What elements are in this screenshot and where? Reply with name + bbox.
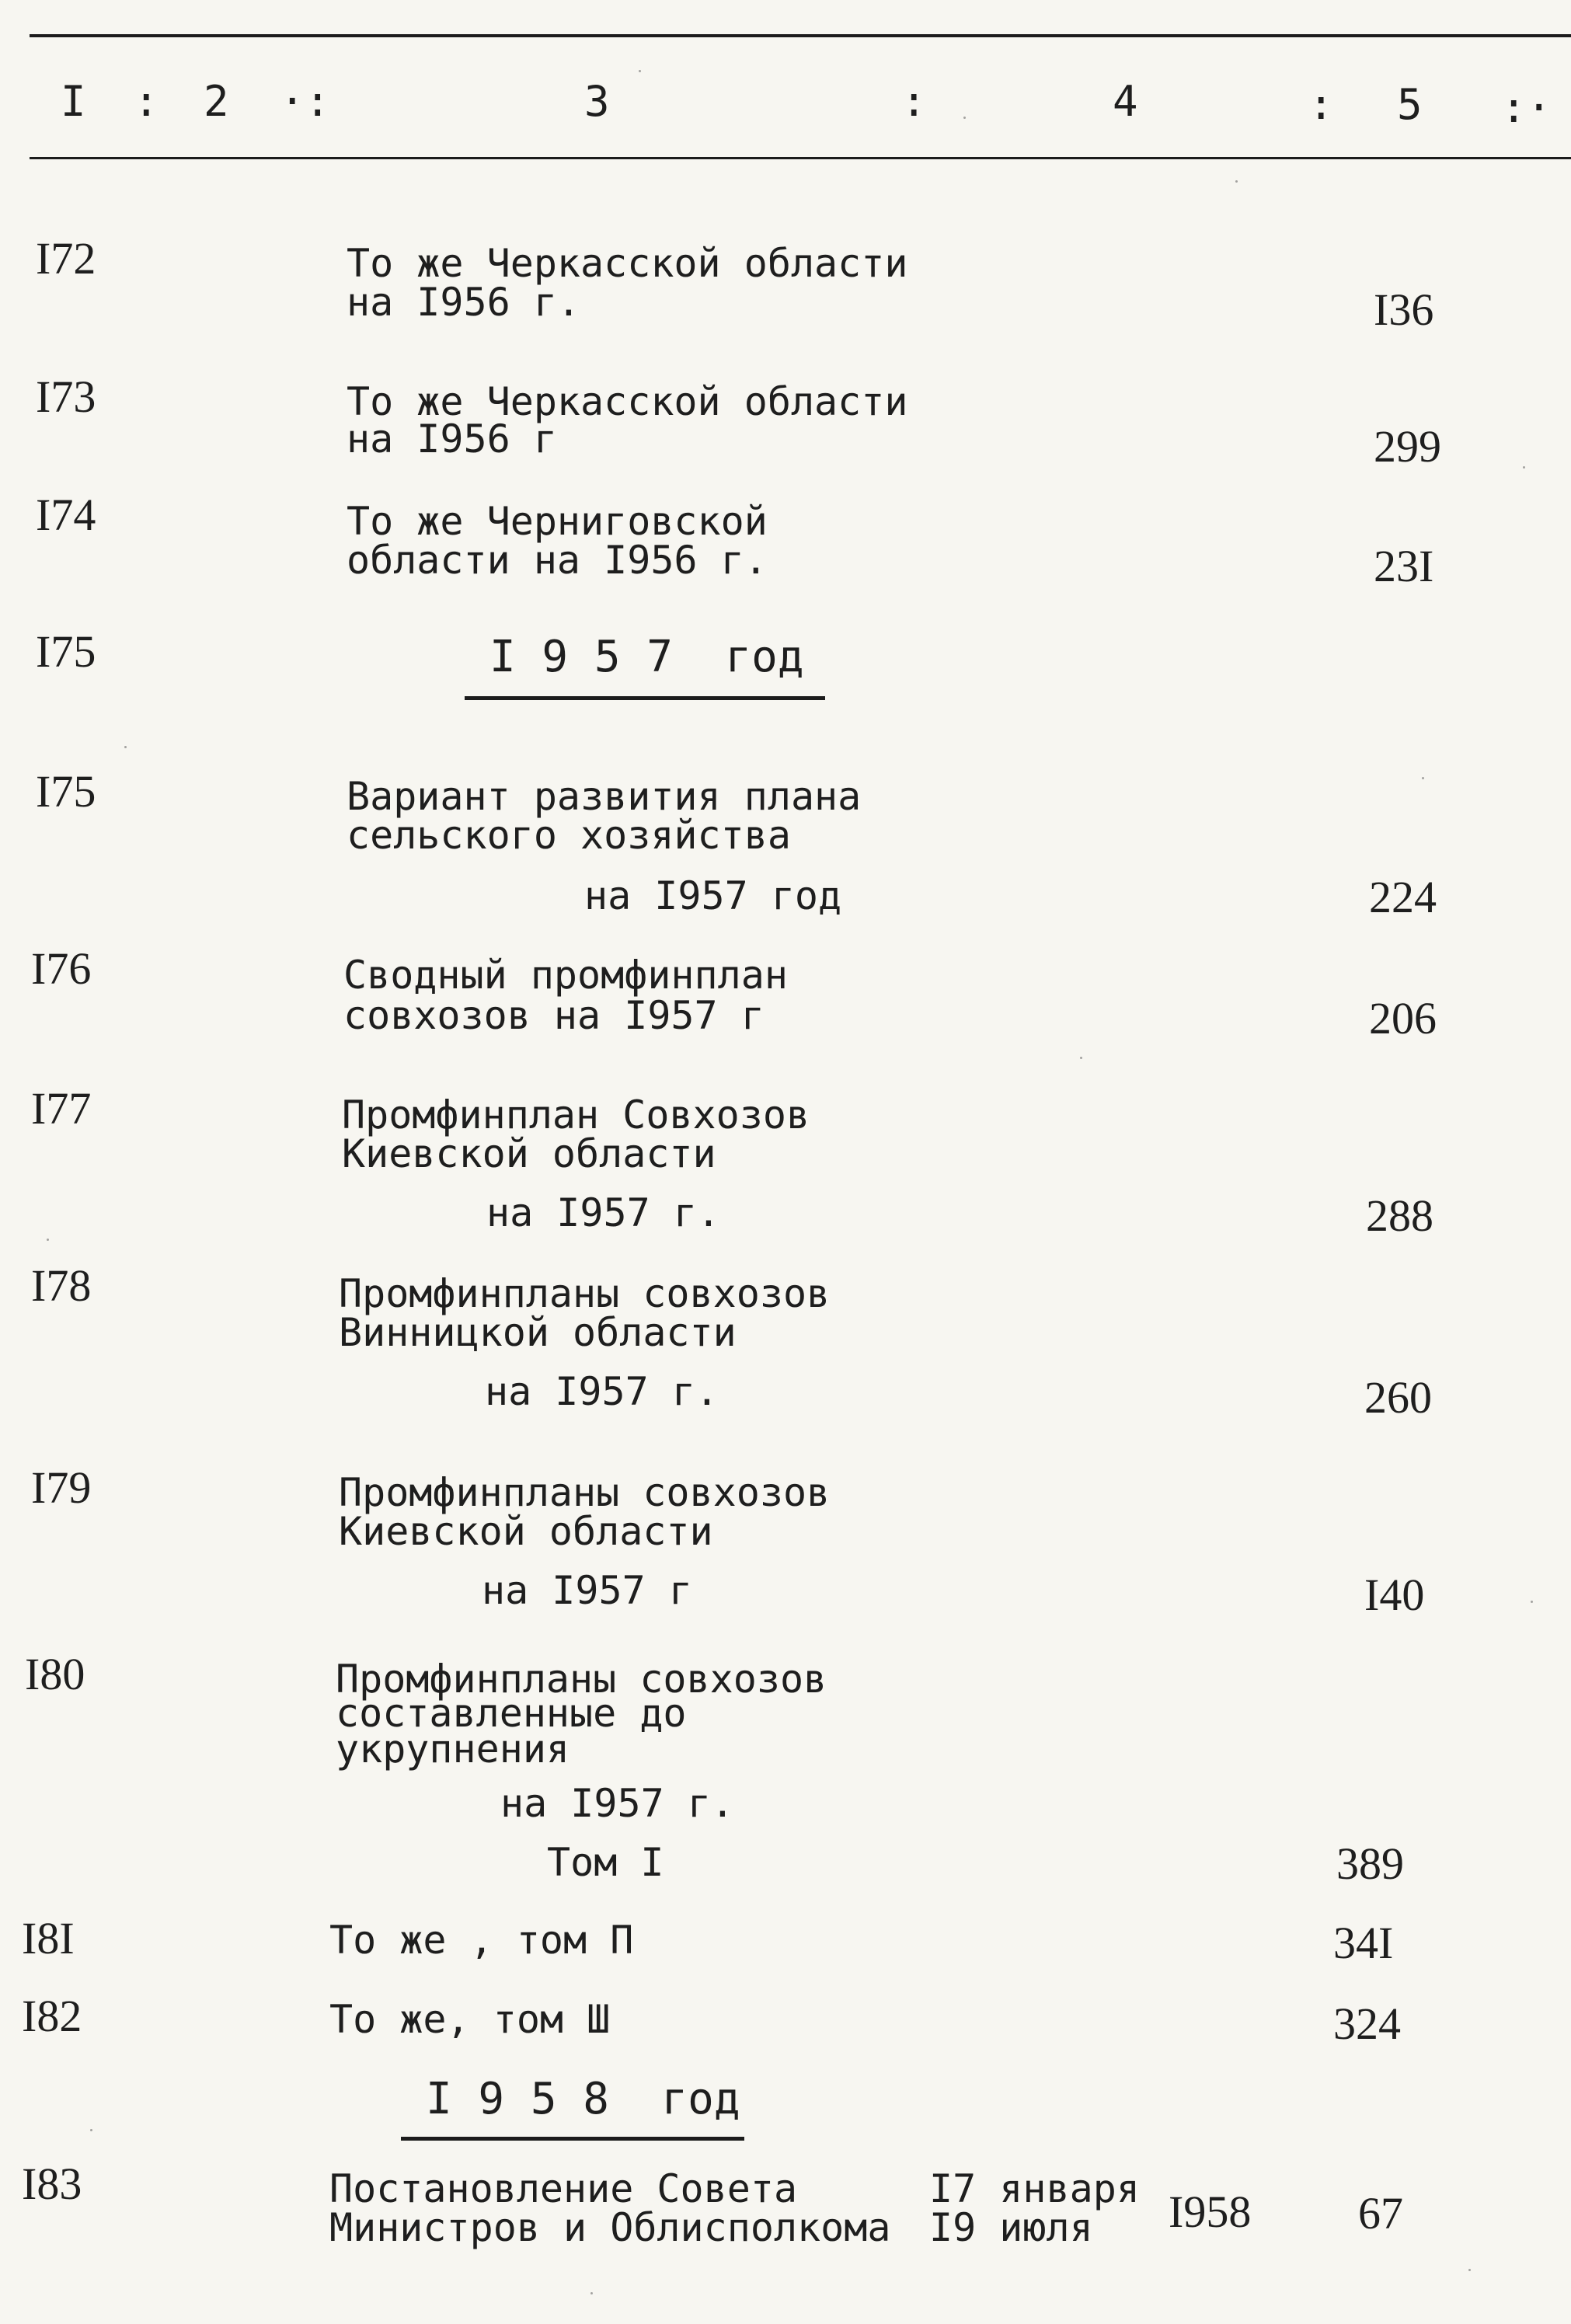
header-sep-5: :·	[1501, 83, 1552, 132]
row-number: I78	[31, 1260, 92, 1311]
row-sheet-count: I36	[1374, 284, 1434, 335]
row-title-line: Министров и Облисполкома	[329, 2205, 891, 2250]
row-number: I73	[36, 371, 96, 422]
row-title-line: на I957 г.	[500, 1781, 735, 1826]
row-title-line: укрупнения	[336, 1726, 570, 1772]
year-heading-1957: I 9 5 7 год	[489, 632, 804, 682]
row-sheet-count: 23I	[1374, 541, 1434, 591]
row-title-line: Промфинпланы совхозов	[336, 1657, 827, 1702]
row-title-line: на I957 г.	[485, 1369, 719, 1414]
row-number: I83	[22, 2158, 82, 2209]
header-col-3: 3	[584, 77, 610, 126]
row-title-line: составленные до	[336, 1691, 687, 1736]
header-sep-1: :	[134, 77, 159, 126]
row-title-line: Том I	[547, 1840, 664, 1885]
year-heading-1958: I 9 5 8 год	[426, 2074, 740, 2124]
row-title-line: на I957 год	[584, 873, 842, 918]
row-title-line: То же Черкасской области	[347, 379, 908, 424]
row-number: I74	[36, 490, 96, 540]
row-sheet-count: 288	[1366, 1190, 1433, 1241]
row-number: I79	[31, 1462, 92, 1513]
header-col-4: 4	[1113, 77, 1138, 126]
header-col-1: I	[61, 77, 86, 126]
header-col-2: 2	[204, 77, 229, 126]
row-title-line: Промфинплан Совхозов	[342, 1092, 810, 1138]
row-title-line: Сводный промфинплан	[343, 953, 788, 998]
row-number: I77	[31, 1083, 92, 1134]
row-title-line: на I957 г	[482, 1568, 692, 1613]
header-sep-2: ·:	[280, 77, 331, 126]
row-sheet-count: 324	[1333, 1998, 1401, 2049]
row-number: I82	[22, 1991, 82, 2041]
year-heading-underline	[465, 696, 825, 700]
row-title-line: на I957 г.	[486, 1190, 721, 1235]
row-number: I72	[36, 233, 96, 284]
row-title-line: на I956 г	[347, 416, 557, 462]
year-heading-underline	[401, 2137, 744, 2141]
row-title-line: Винницкой области	[339, 1310, 737, 1355]
row-number: I80	[25, 1649, 85, 1699]
row-sheet-count: 224	[1369, 872, 1437, 922]
row-title-line: То же Черниговской	[347, 499, 768, 544]
row-sheet-count: 67	[1358, 2188, 1403, 2239]
row-title-line: То же, том Ш	[329, 1997, 611, 2042]
row-title-line: области на I956 г.	[347, 538, 768, 583]
row-title-line: сельского хозяйства	[347, 813, 791, 858]
row-sheet-count: 206	[1369, 993, 1437, 1044]
row-sheet-count: I40	[1364, 1570, 1425, 1620]
header-sep-4: :	[1308, 80, 1334, 129]
row-number: I76	[31, 943, 92, 994]
header-sep-3: :	[901, 77, 927, 126]
row-title-line: Промфинпланы совхозов	[339, 1470, 831, 1515]
row-sheet-count: 34I	[1333, 1918, 1394, 1968]
row-title-line: на I956 г.	[347, 280, 581, 325]
top-rule	[30, 34, 1571, 37]
row-number: I75	[36, 626, 96, 677]
row-title-line: Киевской области	[342, 1131, 716, 1176]
row-title-line: То же Черкасской области	[347, 241, 908, 286]
row-sheet-count: 299	[1374, 421, 1441, 472]
row-title-line: Промфинпланы совхозов	[339, 1271, 831, 1316]
row-date-line: I7 января	[929, 2166, 1140, 2211]
row-date-line: I9 июля	[929, 2205, 1093, 2250]
row-sheet-count: 260	[1364, 1372, 1432, 1423]
row-sheet-count: 389	[1336, 1838, 1404, 1889]
row-number: I8I	[22, 1913, 75, 1963]
header-rule	[30, 157, 1571, 159]
row-title-line: совхозов на I957 г	[343, 993, 765, 1038]
row-year: I958	[1169, 2186, 1252, 2237]
header-col-5: 5	[1397, 80, 1423, 129]
row-title-line: Постановление Совета	[329, 2166, 798, 2211]
row-title-line: Киевской области	[339, 1509, 713, 1554]
row-title-line: То же , том П	[329, 1918, 634, 1963]
row-title-line: Вариант развития плана	[347, 774, 862, 819]
row-number: I75	[36, 766, 96, 817]
